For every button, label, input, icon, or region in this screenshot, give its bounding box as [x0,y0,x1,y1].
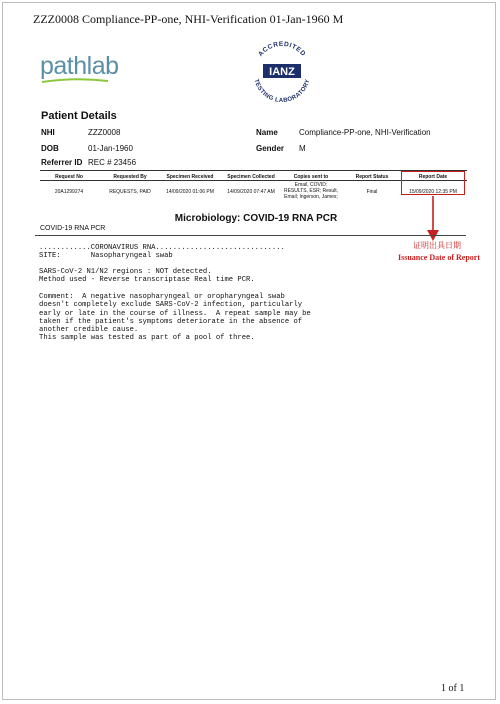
annotation-english: Issuance Date of Report [398,253,480,262]
seal-top-text: ACCREDITED [257,40,307,58]
dob-value: 01-Jan-1960 [88,144,133,153]
referrer-value: REC # 23456 [88,158,137,167]
td-report-date: 15/09/2020 12:35 PM [409,189,457,195]
logo-swoosh-icon [40,78,110,84]
th-specimen-collected: Specimen Collected [227,174,275,180]
result-block [39,244,285,261]
seal-bottom-text: TESTING LABORATORY [252,78,312,105]
th-specimen-received: Specimen Received [166,174,214,180]
th-report-status: Report Status [355,174,389,180]
th-request-no: Request No [55,174,83,180]
td-copies-sent-to [276,182,346,200]
td-report-status: Final [366,189,378,195]
nhi-value: ZZZ0008 [88,128,121,137]
nhi-label: NHI [41,128,55,137]
copies-line: RESULTS, ESR; Result, [283,188,339,194]
name-value: Compliance-PP-one, NHI-Verification [299,128,431,137]
result-line: SITE: Nasopharyngeal swab [39,252,173,261]
comment-line: doesn't completely exclude SARS-CoV-2 infection, particularly [39,301,303,310]
td-specimen-collected: 14/09/2020 07:47 AM [227,189,275,195]
annotation-chinese: 证明出具日期 [413,241,461,250]
comment-line: another credible cause. [39,326,139,335]
pathlab-logo: pathlab [40,52,119,80]
copies-line: Email; Ingerson, James; [284,194,338,200]
svg-text:ACCREDITED [257,41,307,58]
detection-line: SARS-CoV-2 N1/N2 regions : NOT detected. [39,268,212,276]
detection-block [39,268,255,285]
th-requested-by: Requested By [113,174,147,180]
subsection-rule [35,235,466,236]
td-requested-by: REQUESTS, PAID [109,189,151,195]
td-specimen-received: 14/09/2020 01:06 PM [166,189,214,195]
header-line: ZZZ0008 Compliance-PP-one, NHI-Verification 01-Jan-1960 M [33,12,344,26]
gender-label: Gender [256,144,285,153]
accreditation-seal-icon [246,36,318,108]
td-request-no: 20A1299274 [54,189,84,195]
referrer-label: Referrer ID [41,158,83,167]
section-title-text: Microbiology: COVID-19 RNA PCR [174,213,338,224]
th-copies-sent-to: Copies sent to [293,174,329,180]
seal-center-text: IANZ [269,66,295,78]
page-number: 1 of 1 [441,683,465,694]
svg-text:TESTING LABORATORY [253,78,312,104]
detection-line: Method used - Reverse transcriptase Real time PCR. [39,276,255,285]
comment-line: Comment: A negative nasopharyngeal or oropharyngeal swab [39,293,285,301]
result-line: ............CORONAVIRUS RNA.............................. [39,244,285,252]
subsection-title: COVID-19 RNA PCR [40,225,106,232]
section-title [0,213,500,224]
gender-value: M [299,144,306,153]
copies-line: Email, COVID; [294,182,328,188]
comment-block [39,293,311,343]
comment-line: early or late in the course of illness. A repeat sample may be [39,309,311,318]
dob-label: DOB [41,144,59,153]
report-date-highlight-box [401,171,465,195]
comment-line: This sample was tested as part of a pool of three. [39,334,255,343]
th-report-date: Report Date [418,174,448,180]
comment-line: taken if the patient's symptoms deteriorate in the absence of [39,317,303,326]
patient-details-title: Patient Details [41,110,117,122]
name-label: Name [256,128,278,137]
